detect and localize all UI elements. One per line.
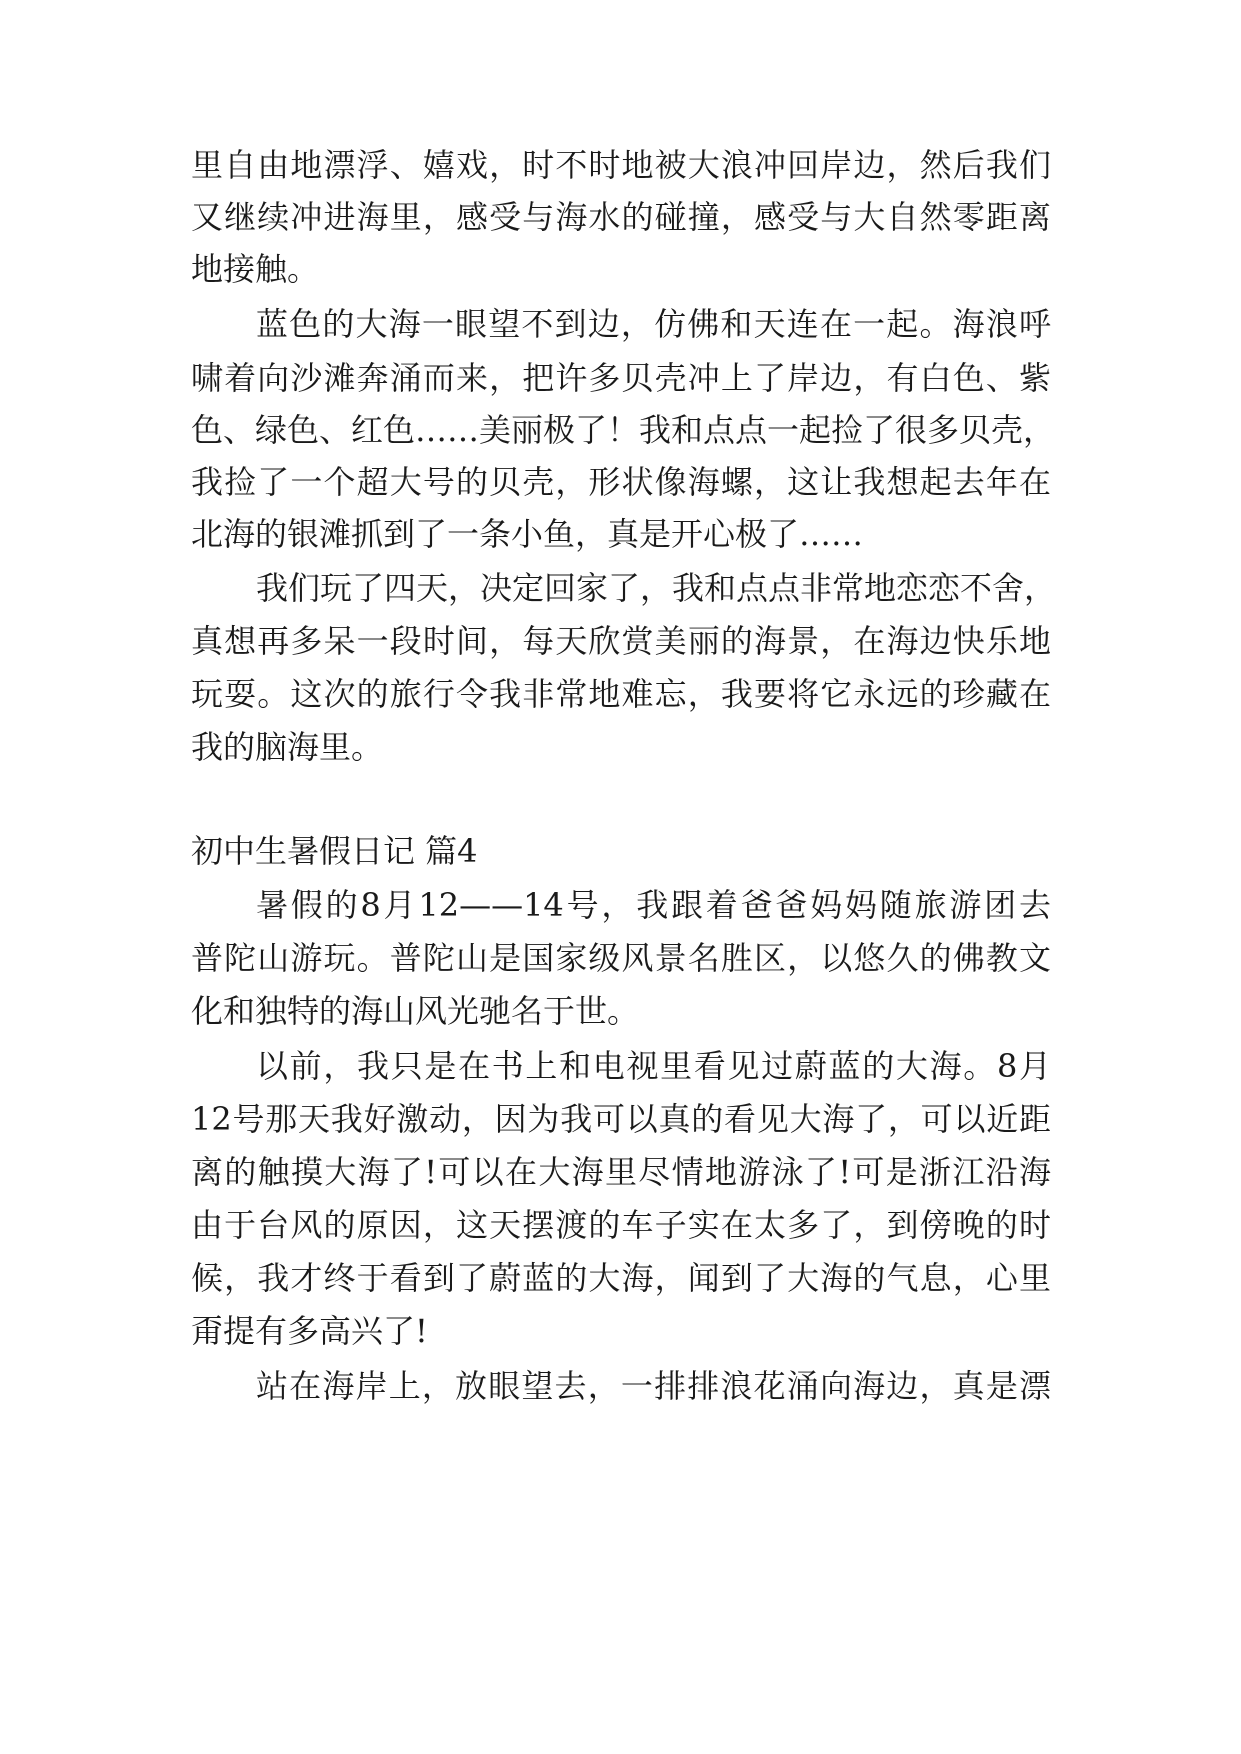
paragraph-line: 候，我才终于看到了蔚蓝的大海，闻到了大海的气息，心里	[191, 1259, 1051, 1297]
paragraph-line: 以前，我只是在书上和电视里看见过蔚蓝的大海。8月	[256, 1047, 1051, 1085]
paragraph-line: 我的脑海里。	[191, 728, 384, 766]
paragraph-line: 离的触摸大海了!可以在大海里尽情地游泳了!可是浙江沿海	[191, 1153, 1051, 1191]
paragraph-line: 暑假的8月12——14号，我跟着爸爸妈妈随旅游团去	[256, 886, 1051, 924]
paragraph-line: 又继续冲进海里，感受与海水的碰撞，感受与大自然零距离	[191, 198, 1051, 236]
paragraph-line: 由于台风的原因，这天摆渡的车子实在太多了，到傍晚的时	[191, 1206, 1051, 1244]
section-heading: 初中生暑假日记 篇4	[191, 832, 478, 870]
paragraph-line: 站在海岸上，放眼望去，一排排浪花涌向海边，真是漂	[256, 1367, 1051, 1405]
paragraph-line: 我们玩了四天，决定回家了，我和点点非常地恋恋不舍，	[256, 569, 1057, 607]
paragraph-line: 普陀山游玩。普陀山是国家级风景名胜区，以悠久的佛教文	[191, 939, 1051, 977]
paragraph-line: 甭提有多高兴了!	[191, 1312, 428, 1350]
paragraph-line: 北海的银滩抓到了一条小鱼，真是开心极了……	[191, 515, 864, 553]
paragraph-line: 啸着向沙滩奔涌而来，把许多贝壳冲上了岸边，有白色、紫	[191, 359, 1051, 397]
paragraph-line: 我捡了一个超大号的贝壳，形状像海螺，这让我想起去年在	[191, 463, 1051, 501]
paragraph-line: 里自由地漂浮、嬉戏，时不时地被大浪冲回岸边，然后我们	[191, 146, 1051, 184]
paragraph-line: 色、绿色、红色……美丽极了！我和点点一起捡了很多贝壳，	[191, 411, 1056, 449]
paragraph-line: 地接触。	[191, 250, 320, 288]
paragraph-line: 真想再多呆一段时间，每天欣赏美丽的海景，在海边快乐地	[191, 622, 1051, 660]
paragraph-line: 蓝色的大海一眼望不到边，仿佛和天连在一起。海浪呼	[256, 305, 1051, 343]
paragraph-line: 12号那天我好激动，因为我可以真的看见大海了，可以近距	[191, 1100, 1051, 1138]
paragraph-line: 化和独特的海山风光驰名于世。	[191, 992, 640, 1030]
paragraph-line: 玩耍。这次的旅行令我非常地难忘，我要将它永远的珍藏在	[191, 675, 1051, 713]
